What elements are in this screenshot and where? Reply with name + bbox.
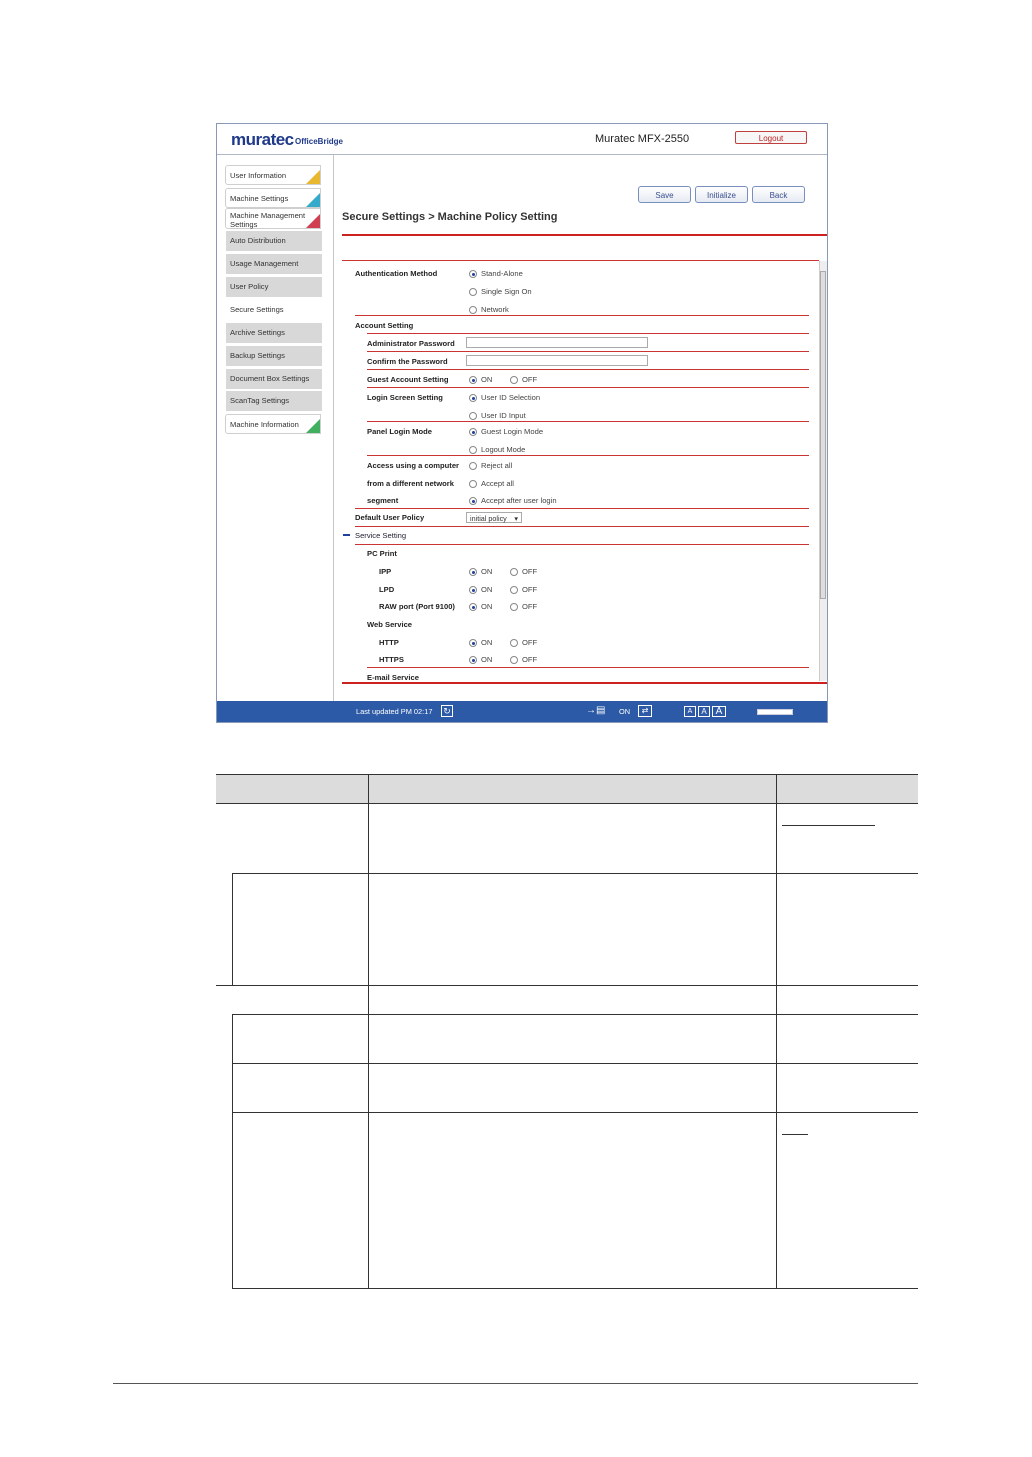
raw-on-radio[interactable] — [469, 603, 477, 611]
screenshot-frame — [216, 123, 828, 723]
page-footer-rule — [113, 1383, 918, 1384]
guest-off-radio[interactable] — [510, 376, 518, 384]
access-after-login-radio[interactable] — [469, 497, 477, 505]
option-label: ON — [481, 585, 493, 594]
option-label: OFF — [522, 638, 538, 647]
title-underline — [342, 234, 828, 236]
table-column-rule — [776, 774, 777, 1289]
default-policy-label: Default User Policy — [355, 513, 425, 522]
status-footer — [217, 701, 827, 722]
page-title: Secure Settings > Machine Policy Setting — [342, 211, 558, 223]
option-label: Network — [481, 305, 509, 314]
confirm-password-input[interactable] — [466, 355, 648, 366]
model-name: Muratec MFX-2550 — [595, 133, 690, 145]
ipp-on-radio[interactable] — [469, 568, 477, 576]
scrollbar-thumb[interactable] — [820, 271, 826, 599]
sidebar-item-machine-management-settings[interactable] — [225, 208, 321, 229]
table-rule — [232, 873, 918, 874]
web-service-label: Web Service — [367, 620, 413, 629]
last-updated-text: Last updated PM 02:17 — [356, 707, 433, 716]
option-label: Guest Login Mode — [481, 427, 544, 436]
muratec-logo: muratec — [231, 130, 294, 149]
email-service-label: E-mail Service — [367, 673, 419, 682]
sidebar-item-machine-information[interactable] — [225, 414, 321, 434]
initialize-button[interactable]: Initialize — [695, 186, 748, 203]
ipp-label: IPP — [379, 567, 392, 576]
divider — [367, 455, 809, 456]
option-label: Stand-Alone — [481, 269, 523, 278]
corner-tab-icon — [306, 419, 320, 433]
divider — [367, 369, 809, 370]
divider — [367, 333, 809, 334]
http-off-radio[interactable] — [510, 639, 518, 647]
guest-on-radio[interactable] — [469, 376, 477, 384]
sidebar-item-auto-distribution[interactable]: Auto Distribution — [226, 231, 322, 251]
table-column-rule — [232, 1014, 233, 1289]
option-label: Single Sign On — [481, 287, 532, 296]
https-on-radio[interactable] — [469, 656, 477, 664]
default-policy-select[interactable] — [466, 512, 522, 523]
account-setting-label: Account Setting — [355, 321, 414, 330]
option-label: ON — [481, 638, 493, 647]
option-label: ON — [481, 567, 493, 576]
underline-mark — [782, 1134, 808, 1135]
table-rule — [232, 1063, 918, 1064]
auth-standalone-radio[interactable] — [469, 270, 477, 278]
bottom-red-line — [342, 682, 828, 684]
guest-account-label: Guest Account Setting — [367, 375, 449, 384]
table-rule — [216, 985, 918, 986]
corner-tab-icon — [306, 193, 320, 207]
access-label-2: from a different network — [367, 479, 454, 488]
pc-print-label: PC Print — [367, 549, 397, 558]
auth-sso-radio[interactable] — [469, 288, 477, 296]
sidebar-item-usage-management[interactable]: Usage Management — [226, 254, 322, 274]
sidebar-item-label: Machine Information — [230, 420, 299, 429]
option-label: OFF — [522, 602, 538, 611]
access-reject-radio[interactable] — [469, 462, 477, 470]
divider — [342, 260, 819, 261]
corner-tab-icon — [306, 214, 320, 228]
access-accept-radio[interactable] — [469, 480, 477, 488]
divider — [355, 315, 809, 316]
table-rule — [216, 803, 918, 804]
corner-tab-icon — [306, 170, 320, 184]
login-userid-selection-radio[interactable] — [469, 394, 477, 402]
http-label: HTTP — [379, 638, 399, 647]
sidebar-item-label: User Information — [230, 171, 287, 180]
logout-button[interactable]: Logout — [735, 131, 807, 144]
sidebar-item-backup-settings[interactable]: Backup Settings — [226, 346, 322, 366]
divider — [355, 544, 809, 545]
table-rule — [216, 774, 918, 775]
lpd-off-radio[interactable] — [510, 586, 518, 594]
font-medium-button[interactable]: A — [698, 706, 710, 717]
sidebar-item-secure-settings[interactable]: Secure Settings — [226, 300, 322, 320]
save-button[interactable]: Save — [638, 186, 691, 203]
sidebar-item-user-policy[interactable]: User Policy — [226, 277, 322, 297]
sidebar-item-label: Machine Settings — [230, 194, 289, 203]
raw-port-label: RAW port (Port 9100) — [379, 602, 455, 611]
option-label: ON — [481, 655, 493, 664]
on-indicator: ON — [619, 707, 631, 716]
auth-network-radio[interactable] — [469, 306, 477, 314]
sidebar-item-user-information[interactable] — [225, 165, 321, 185]
access-label-3: segment — [367, 496, 399, 505]
ipp-off-radio[interactable] — [510, 568, 518, 576]
service-setting-label: Service Setting — [355, 531, 407, 540]
lpd-on-radio[interactable] — [469, 586, 477, 594]
sidebar-item-document-box-settings[interactable]: Document Box Settings — [226, 369, 322, 389]
option-label: OFF — [522, 567, 538, 576]
collapse-icon[interactable] — [343, 534, 350, 536]
https-label: HTTPS — [379, 655, 404, 664]
confirm-password-label: Confirm the Password — [367, 357, 448, 366]
option-label: ON — [481, 602, 493, 611]
sidebar-item-archive-settings[interactable]: Archive Settings — [226, 323, 322, 343]
font-small-button[interactable]: A — [684, 706, 696, 717]
select-value: initial policy — [470, 514, 507, 523]
option-label: Logout Mode — [481, 445, 526, 454]
table-column-rule — [232, 873, 233, 985]
divider — [355, 508, 809, 509]
table-rule — [232, 1112, 918, 1113]
login-screen-label: Login Screen Setting — [367, 393, 443, 402]
app-header — [217, 124, 827, 155]
sidebar — [217, 155, 334, 701]
table-column-rule — [368, 774, 369, 1289]
sidebar-item-machine-settings[interactable] — [225, 188, 321, 208]
divider — [355, 526, 809, 527]
divider — [367, 387, 809, 388]
raw-off-radio[interactable] — [510, 603, 518, 611]
access-label-1: Access using a computer — [367, 461, 460, 470]
panel-guest-login-radio[interactable] — [469, 428, 477, 436]
divider — [367, 421, 809, 422]
refresh-icon[interactable]: ↻ — [441, 705, 453, 717]
option-label: User ID Input — [481, 411, 526, 420]
option-label: OFF — [522, 375, 538, 384]
option-label: Accept all — [481, 479, 514, 488]
auth-method-label: Authentication Method — [355, 269, 438, 278]
option-label: Reject all — [481, 461, 513, 470]
sidebar-item-scantag-settings[interactable]: ScanTag Settings — [226, 391, 322, 411]
https-off-radio[interactable] — [510, 656, 518, 664]
sidebar-item-label: Machine Management Settings — [230, 211, 306, 229]
sync-icon[interactable]: →▤ — [586, 705, 606, 716]
back-button[interactable]: Back — [752, 186, 805, 203]
officebridge-logo: OfficeBridge — [295, 137, 344, 146]
option-label: OFF — [522, 585, 538, 594]
admin-password-input[interactable] — [466, 337, 648, 348]
table-rule — [232, 1014, 918, 1015]
progress-bar — [757, 709, 793, 715]
http-on-radio[interactable] — [469, 639, 477, 647]
option-label: Accept after user login — [481, 496, 557, 505]
chevron-down-icon: ▾ — [514, 514, 518, 523]
login-userid-input-radio[interactable] — [469, 412, 477, 420]
option-label: OFF — [522, 655, 538, 664]
panel-login-label: Panel Login Mode — [367, 427, 432, 436]
admin-password-label: Administrator Password — [367, 339, 455, 348]
divider — [367, 667, 809, 668]
panel-logout-radio[interactable] — [469, 446, 477, 454]
divider — [367, 351, 809, 352]
option-label: User ID Selection — [481, 393, 541, 402]
lpd-label: LPD — [379, 585, 395, 594]
table-header — [216, 774, 918, 803]
font-large-button[interactable]: A — [712, 706, 726, 717]
toggle-icon[interactable]: ⇄ — [638, 705, 652, 717]
underline-mark — [782, 825, 875, 826]
option-label: ON — [481, 375, 493, 384]
table-rule — [232, 1288, 918, 1289]
